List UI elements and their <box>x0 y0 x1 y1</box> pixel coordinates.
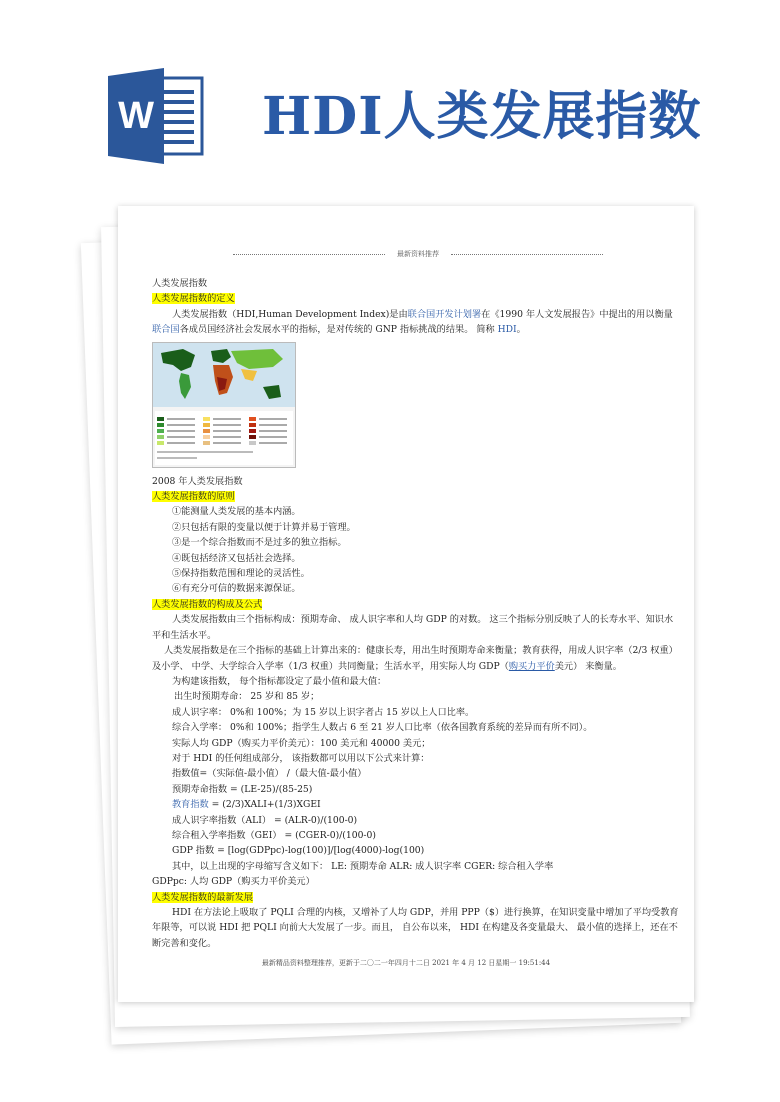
composition-line: 综合入学率： 0%和 100%；指学生人数占 6 至 21 岁人口比率（依各国教育系统的差异而有所不同）。 <box>172 722 593 734</box>
heading-composition: 人类发展指数的构成及公式 <box>152 598 263 610</box>
word-logo-icon <box>108 68 208 164</box>
abbreviation-line-2: GDPpc: 人均 GDP（购买力平价美元） <box>152 876 315 888</box>
principle-item: ⑥有充分可信的数据来源保证。 <box>172 583 301 595</box>
composition-paragraph-1: 人类发展指数由三个指标构成：预期寿命、 成人识字率和人均 GDP 的对数。 这三个指标分别反映了人的长寿水平、知识水平和生活水平。 <box>152 614 674 641</box>
composition-line: 预期寿命指数 = (LE-25)/(85-25) <box>172 783 313 795</box>
formula-line: 综合租入学率指数（GEI） = (CGER-0)/(100-0) <box>172 829 376 841</box>
link-hdi[interactable]: HDI <box>497 324 517 336</box>
header-note: 最新资料推荐 <box>233 248 603 260</box>
link-undp[interactable]: 联合国开发计划署 <box>407 308 482 320</box>
principle-item: ③是一个综合指数而不是过多的独立指标。 <box>172 537 347 549</box>
document-page <box>118 206 694 1002</box>
principle-item: ④既包括经济又包括社会选择。 <box>172 552 301 564</box>
formula-line: 成人识字率指数（ALI） = (ALR-0)/(100-0) <box>172 814 358 826</box>
link-un[interactable]: 联合国 <box>152 324 180 336</box>
heading-latest: 人类发展指数的最新发展 <box>152 891 254 903</box>
composition-line: 对于 HDI 的任何组成部分， 该指数都可以用以下公式来计算： <box>172 752 430 764</box>
heading-principles: 人类发展指数的原则 <box>152 491 235 503</box>
principle-item: ⑤保持指数范围和理论的灵活性。 <box>172 568 310 580</box>
education-index-line: 教育指数 = (2/3)XALI+(1/3)XGEI <box>172 799 321 811</box>
composition-line: 成人识字率： 0%和 100%；为 15 岁以上识字者占 15 岁以上人口比率。 <box>172 706 475 718</box>
map-legend <box>155 411 293 465</box>
composition-line: 实际人均 GDP（购买力平价美元）：100 美元和 40000 美元； <box>172 737 431 749</box>
hdi-world-map <box>152 342 296 468</box>
link-education-index[interactable]: 教育指数 <box>172 799 209 811</box>
abbreviation-line: 其中，以上出现的字母缩写含义如下： LE: 预期寿命 ALR: 成人识字率 CGER: 综合租入学率 <box>172 860 554 872</box>
doc-title: 人类发展指数 <box>152 278 208 289</box>
logo-letter: W <box>118 95 154 137</box>
principle-item: ②只包括有限的变量以便于计算并易于管理。 <box>172 521 356 533</box>
composition-paragraph-2: 人类发展指数是在三个指标的基础上计算出来的：健康长寿，用出生时预期寿命来衡量；教育获得，用成人识字率（2/3 权重）及小学、 中学、大学综合入学率（1/3 权重）共同衡量；生活水平，用实际人均 GDP（购买力平价美元） 来衡量。 <box>152 645 678 672</box>
heading-definition: 人类发展指数的定义 <box>152 293 235 305</box>
formula-line: GDP 指数 = [log(GDPpc)-log(100)]/[log(4000)-log(100) <box>172 845 425 857</box>
link-ppp[interactable]: 购买力平价 <box>508 660 555 672</box>
definition-paragraph-cont: 联合国各成员国经济社会发展水平的指标，是对传统的 GNP 指标挑战的结果。 简称 HDI。 <box>152 324 526 336</box>
definition-paragraph: 人类发展指数（HDI,Human Development Index)是由联合国开发计划署在《1990 年人文发展报告》中提出的用以衡量 <box>172 308 673 320</box>
principle-item: ①能测量人类发展的基本内涵。 <box>172 506 301 518</box>
footer-note: 最新精品资料整理推荐，更新于二〇二一年四月十二日 2021 年 4 月 12 日星期一 19:51:44 <box>261 959 551 967</box>
latest-paragraph: HDI 在方法论上吸取了 PQLI 合理的内核，又增补了人均 GDP，并用 PPP（$）进行换算，在知识变量中增加了平均受教育年限等，可以说 HDI 把 PQLI 向前大大发展了一步。而且， 自公布以来， HDI 在构建及各变量最大、 最小值的选择上，还在不断完善和变化。 <box>152 907 679 949</box>
composition-line: 为构建该指数， 每个指标都设定了最小值和最大值： <box>172 675 387 687</box>
composition-line: 出生时预期寿命： 25 岁和 85 岁； <box>174 691 320 703</box>
banner-title: HDI人类发展指数 <box>262 86 702 147</box>
composition-line: 指数值=（实际值-最小值） /（最大值-最小值） <box>172 768 367 780</box>
document-content <box>152 276 682 951</box>
map-caption: 2008 年人类发展指数 <box>152 475 243 487</box>
